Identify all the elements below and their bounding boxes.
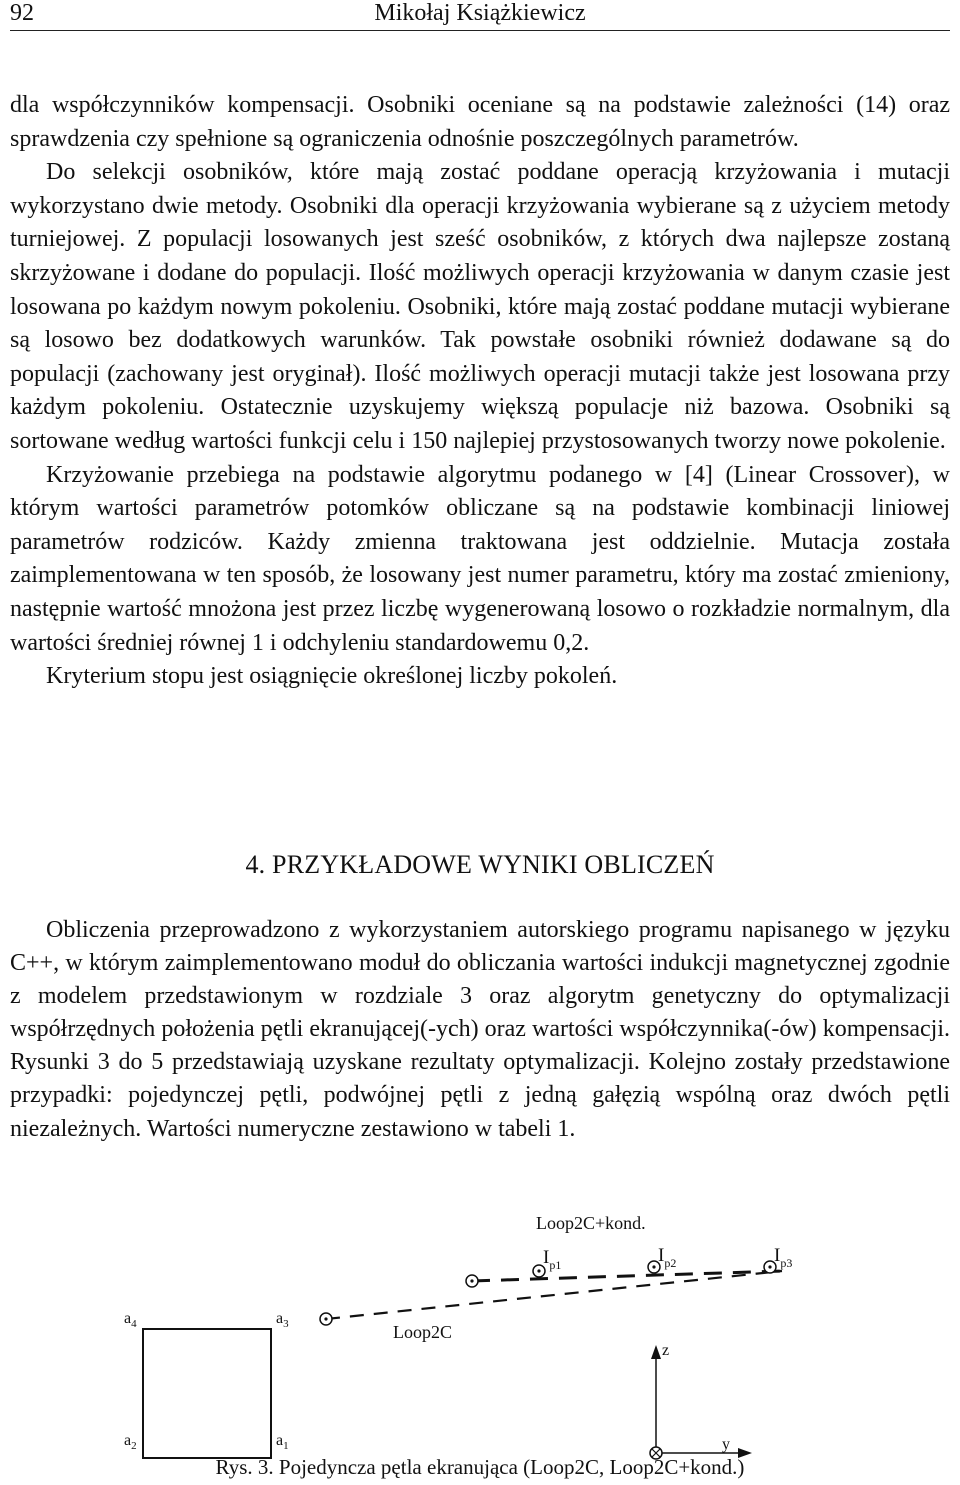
figure-caption: Rys. 3. Pojedyncza pętla ekranująca (Loop2C, Loop2C+kond.) bbox=[215, 1455, 745, 1479]
body-text bbox=[10, 89, 950, 694]
y-axis-label: y bbox=[722, 1436, 730, 1453]
current-label-p2: $I_{p2}$ bbox=[658, 1245, 677, 1270]
loop-diagram-svg bbox=[0, 1205, 960, 1460]
terminal-dot-1 bbox=[466, 1275, 478, 1287]
corner-label-a3: $a_3$ bbox=[276, 1310, 289, 1330]
paragraph-4: Kryterium stopu jest osiągnięcie określonej liczby pokoleń. bbox=[46, 663, 618, 690]
section-body bbox=[10, 914, 950, 1146]
loop-line bbox=[326, 1271, 782, 1319]
corner-label-a1: $a_1$ bbox=[276, 1432, 289, 1452]
label-loop-kond: Loop2C+kond. bbox=[536, 1213, 646, 1233]
paragraph-3: Krzyżowanie przebiega na podstawie algorytmu podanego w [4] (Linear Crossover), w którym wartości parametrów potomków obliczane są na podstawie kombinacji liniowej parametrów rodziców. Każdy zmienna traktowana jest oddzielnie. Mutacja została zaimplementowana w ten sposób, że losowany jest numer parametru, który ma zostać zmieniony, następnie wartość mnożona jest przez liczbę wygenerowaną losowo o rozkładzie normalnym, dla wartości średniej równej 1 i odchyleniu standardowemu 0,2. bbox=[10, 461, 950, 656]
conductor-rectangle bbox=[143, 1329, 271, 1458]
figure-loop-diagram bbox=[0, 1205, 960, 1460]
corner-label-a4: $a_4$ bbox=[124, 1310, 137, 1330]
running-title: Mikołaj Książkiewicz bbox=[374, 0, 586, 26]
label-loop: Loop2C bbox=[393, 1322, 453, 1342]
z-axis-arrow bbox=[651, 1345, 661, 1359]
current-label-p3: $I_{p3}$ bbox=[774, 1245, 793, 1270]
section-paragraph: Obliczenia przeprowadzono z wykorzystaniem autorskiego programu napisanego w języku C++, w którym zaimplementowano moduł do obliczania wartości indukcji magnetycznej zgodnie z modelem przedstawionym w rozdziale 3 oraz algorytm genetyczny do optymalizacji współrzędnych położenia pętli ekranującej(-ych) oraz wartości współczynnika(-ów) kompensacji. Rysunki 3 do 5 przedstawiają uzyskane rezultaty optymalizacji. Kolejno zostały przedstawione przypadki: pojedynczej pętli, podwójnej pętli z jedną gałęzią wspólną oraz dwóch pętli niezależnych. Wartości numeryczne zestawiono w tabeli 1. bbox=[10, 917, 950, 1142]
corner-label-a2: $a_2$ bbox=[124, 1432, 137, 1452]
paragraph-2: Do selekcji osobników, które mają zostać poddane operacją krzyżowania i mutacji wykorzystano dwie metody. Osobniki dla operacji krzyżowania wybierane są z użyciem metody turniejowej. Z populacji losowanych jest sześć osobników, z których dwa najlepsze zostaną skrzyżowane i dodane do populacji. Ilość możliwych operacji krzyżowania w danym czasie jest losowana po każdym nowym pokoleniu. Osobniki, które mają zostać poddane mutacji wybierane są losowo bez dodatkowych warunków. Tak powstałe osobniki również dodawane są do populacji (zachowany jest oryginał). Ilość możliwych operacji mutacji także jest losowana przy każdym pokoleniu. Ostatecznie uzyskujemy większą populacje niż bazowa. Osobniki są sortowane według wartości funkcji celu i 150 najlepiej przystosowanych tworzy nowe pokolenie. bbox=[10, 159, 950, 454]
paragraph-1: dla współczynników kompensacji. Osobniki oceniane są na podstawie zależności (14) oraz sprawdzenia czy spełnione są ograniczenia odnośnie poszczególnych parametrów. bbox=[10, 92, 950, 152]
current-label-p1: $I_{p1}$ bbox=[543, 1247, 562, 1272]
z-axis-label: z bbox=[662, 1342, 670, 1359]
terminal-dot-2 bbox=[320, 1313, 332, 1325]
section-heading: 4. PRZYKŁADOWE WYNIKI OBLICZEŃ bbox=[245, 850, 715, 879]
running-header bbox=[10, 0, 950, 31]
page-number: 92 bbox=[10, 0, 34, 26]
